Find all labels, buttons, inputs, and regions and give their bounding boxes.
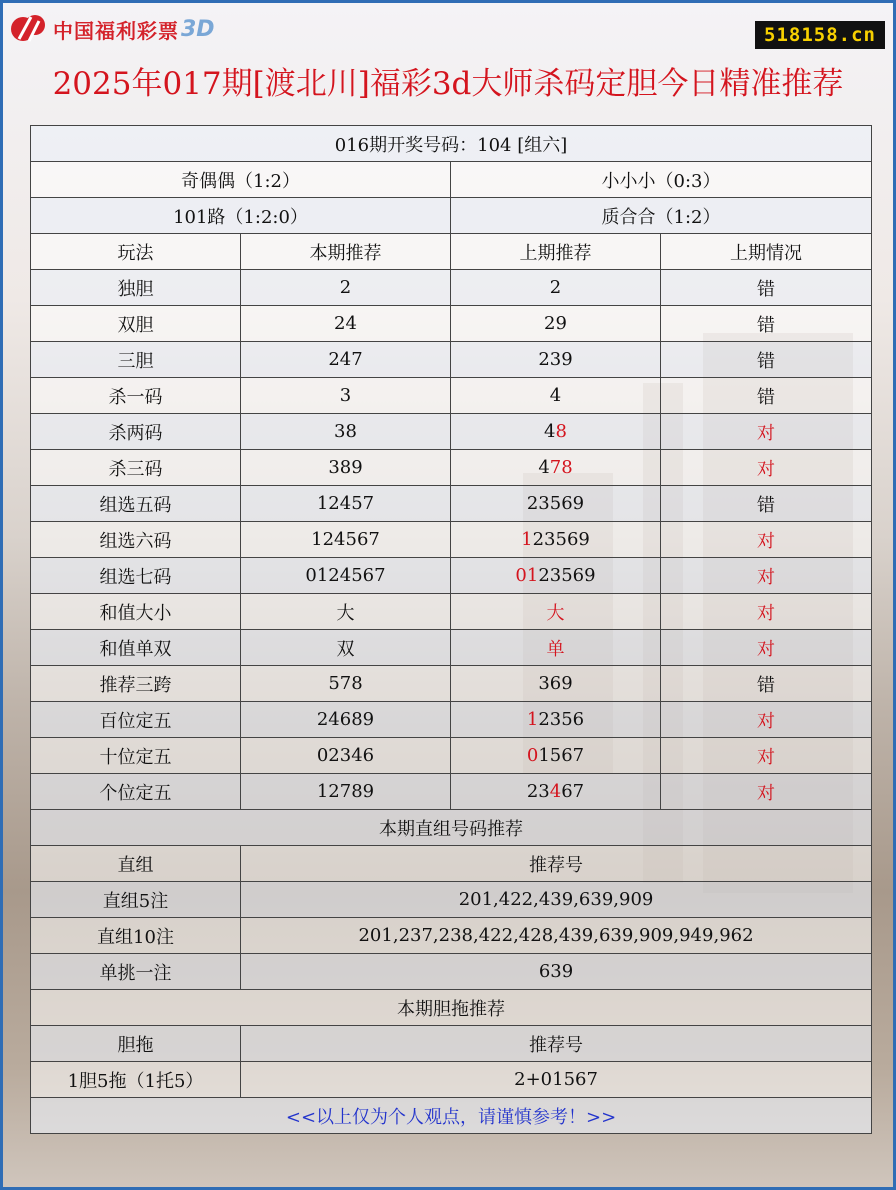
dantuo-row bbox=[31, 1062, 872, 1098]
table-row bbox=[31, 702, 872, 738]
previous-status: 对 bbox=[661, 522, 872, 558]
header bbox=[3, 3, 893, 121]
previous-status: 对 bbox=[661, 594, 872, 630]
play-name: 组选六码 bbox=[31, 522, 241, 558]
draw-result: 016期开奖号码：104 [组六] bbox=[31, 126, 872, 162]
direct-row bbox=[31, 954, 872, 990]
footer-row bbox=[31, 1098, 872, 1134]
table-row bbox=[31, 342, 872, 378]
current-pick: 389 bbox=[241, 450, 451, 486]
draw-row bbox=[31, 126, 872, 162]
previous-pick-plain: 4 bbox=[544, 421, 556, 442]
previous-pick-hit: 大 bbox=[546, 602, 565, 624]
direct-row bbox=[31, 918, 872, 954]
previous-status: 对 bbox=[661, 450, 872, 486]
previous-status: 错 bbox=[661, 666, 872, 702]
direct-row-value: 639 bbox=[241, 954, 872, 990]
previous-pick bbox=[451, 774, 661, 810]
current-pick: 双 bbox=[241, 630, 451, 666]
previous-status: 错 bbox=[661, 270, 872, 306]
page-title: 2025年017期[渡北川]福彩3d大师杀码定胆今日精准推荐 bbox=[52, 66, 844, 102]
direct-row-name: 直组10注 bbox=[31, 918, 241, 954]
current-pick: 24 bbox=[241, 306, 451, 342]
table-row bbox=[31, 594, 872, 630]
table-header-row bbox=[31, 234, 872, 270]
previous-pick bbox=[451, 414, 661, 450]
previous-pick-rest: 23569 bbox=[538, 565, 596, 586]
play-name: 和值单双 bbox=[31, 630, 241, 666]
direct-section-row bbox=[31, 810, 872, 846]
dantuo-header-right: 推荐号 bbox=[241, 1026, 872, 1062]
table-row bbox=[31, 270, 872, 306]
recommend-table bbox=[30, 125, 872, 1134]
previous-pick-plain: 2 bbox=[549, 277, 562, 298]
table-row bbox=[31, 738, 872, 774]
road-ratio: 101路（1:2:0） bbox=[31, 198, 451, 234]
previous-pick-hit: 1 bbox=[526, 709, 539, 730]
header-previous: 上期推荐 bbox=[451, 234, 661, 270]
play-name: 独胆 bbox=[31, 270, 241, 306]
current-pick: 3 bbox=[241, 378, 451, 414]
previous-pick-plain: 369 bbox=[538, 673, 573, 694]
summary-row-1 bbox=[31, 162, 872, 198]
site-badge[interactable]: 518158.cn bbox=[755, 21, 885, 49]
previous-pick-hit: 4 bbox=[549, 781, 562, 802]
dantuo-section-title: 本期胆拖推荐 bbox=[31, 990, 872, 1026]
table-row bbox=[31, 666, 872, 702]
size-ratio: 小小小（0:3） bbox=[451, 162, 872, 198]
play-name: 推荐三跨 bbox=[31, 666, 241, 702]
play-name: 十位定五 bbox=[31, 738, 241, 774]
table-row bbox=[31, 522, 872, 558]
direct-row-value: 201,237,238,422,428,439,639,909,949,962 bbox=[241, 918, 872, 954]
previous-status: 错 bbox=[661, 342, 872, 378]
previous-pick-hit: 0 bbox=[526, 745, 539, 766]
direct-row bbox=[31, 882, 872, 918]
current-pick: 247 bbox=[241, 342, 451, 378]
previous-pick-rest: 23569 bbox=[532, 529, 590, 550]
direct-header-row bbox=[31, 846, 872, 882]
dantuo-row-value: 2+01567 bbox=[241, 1062, 872, 1098]
table-row bbox=[31, 378, 872, 414]
previous-status: 对 bbox=[661, 774, 872, 810]
header-current: 本期推荐 bbox=[241, 234, 451, 270]
direct-header-left: 直组 bbox=[31, 846, 241, 882]
table-row bbox=[31, 630, 872, 666]
play-name: 杀两码 bbox=[31, 414, 241, 450]
previous-pick bbox=[451, 630, 661, 666]
previous-pick-hit: 单 bbox=[546, 638, 565, 660]
previous-pick-plain: 239 bbox=[538, 349, 573, 370]
logo bbox=[9, 11, 215, 47]
current-pick: 124567 bbox=[241, 522, 451, 558]
previous-pick-rest: 67 bbox=[561, 781, 585, 802]
play-name: 双胆 bbox=[31, 306, 241, 342]
current-pick: 12457 bbox=[241, 486, 451, 522]
previous-status: 对 bbox=[661, 630, 872, 666]
previous-pick-hit: 01 bbox=[515, 565, 539, 586]
previous-pick-plain: 23569 bbox=[526, 493, 585, 514]
odd-even: 奇偶偶（1:2） bbox=[31, 162, 451, 198]
previous-pick-plain: 4 bbox=[549, 385, 562, 406]
current-pick: 578 bbox=[241, 666, 451, 702]
current-pick: 大 bbox=[241, 594, 451, 630]
previous-pick bbox=[451, 558, 661, 594]
current-pick: 2 bbox=[241, 270, 451, 306]
direct-header-right: 推荐号 bbox=[241, 846, 872, 882]
summary-row-2 bbox=[31, 198, 872, 234]
direct-row-value: 201,422,439,639,909 bbox=[241, 882, 872, 918]
previous-pick bbox=[451, 666, 661, 702]
previous-pick-hit: 1 bbox=[521, 529, 533, 550]
previous-status: 错 bbox=[661, 378, 872, 414]
current-pick: 02346 bbox=[241, 738, 451, 774]
logo-3d: 3D bbox=[181, 16, 215, 42]
previous-pick bbox=[451, 738, 661, 774]
previous-pick-hit: 8 bbox=[555, 421, 567, 442]
header-play: 玩法 bbox=[31, 234, 241, 270]
previous-pick bbox=[451, 594, 661, 630]
previous-pick-plain: 29 bbox=[544, 313, 567, 334]
prime-ratio: 质合合（1:2） bbox=[451, 198, 872, 234]
previous-pick-rest: 2356 bbox=[538, 709, 585, 730]
direct-row-name: 单挑一注 bbox=[31, 954, 241, 990]
logo-text: 中国福利彩票 bbox=[53, 18, 179, 43]
previous-pick bbox=[451, 486, 661, 522]
direct-section-title: 本期直组号码推荐 bbox=[31, 810, 872, 846]
play-name: 组选五码 bbox=[31, 486, 241, 522]
table-row bbox=[31, 558, 872, 594]
table-row bbox=[31, 486, 872, 522]
dantuo-row-name: 1胆5拖（1托5） bbox=[31, 1062, 241, 1098]
previous-pick-plain: 4 bbox=[538, 457, 550, 478]
table-row bbox=[31, 450, 872, 486]
current-pick: 0124567 bbox=[241, 558, 451, 594]
previous-pick bbox=[451, 522, 661, 558]
play-name: 个位定五 bbox=[31, 774, 241, 810]
previous-pick-rest: 1567 bbox=[538, 745, 585, 766]
direct-row-name: 直组5注 bbox=[31, 882, 241, 918]
dantuo-section-row bbox=[31, 990, 872, 1026]
table-row bbox=[31, 774, 872, 810]
previous-status: 错 bbox=[661, 306, 872, 342]
play-name: 百位定五 bbox=[31, 702, 241, 738]
previous-status: 对 bbox=[661, 414, 872, 450]
current-pick: 24689 bbox=[241, 702, 451, 738]
previous-pick bbox=[451, 270, 661, 306]
play-name: 和值大小 bbox=[31, 594, 241, 630]
dantuo-header-left: 胆拖 bbox=[31, 1026, 241, 1062]
previous-status: 错 bbox=[661, 486, 872, 522]
table-row bbox=[31, 414, 872, 450]
table-row bbox=[31, 306, 872, 342]
play-name: 杀三码 bbox=[31, 450, 241, 486]
lottery-logo-icon bbox=[9, 11, 49, 47]
previous-pick bbox=[451, 306, 661, 342]
previous-pick bbox=[451, 342, 661, 378]
play-name: 组选七码 bbox=[31, 558, 241, 594]
header-status: 上期情况 bbox=[661, 234, 872, 270]
disclaimer-note: <<以上仅为个人观点，请谨慎参考！>> bbox=[31, 1098, 872, 1134]
dantuo-header-row bbox=[31, 1026, 872, 1062]
previous-status: 对 bbox=[661, 738, 872, 774]
previous-pick bbox=[451, 702, 661, 738]
previous-pick-plain: 23 bbox=[526, 781, 550, 802]
previous-pick bbox=[451, 378, 661, 414]
previous-pick-hit: 78 bbox=[549, 457, 573, 478]
play-name: 杀一码 bbox=[31, 378, 241, 414]
play-name: 三胆 bbox=[31, 342, 241, 378]
previous-pick bbox=[451, 450, 661, 486]
previous-status: 对 bbox=[661, 558, 872, 594]
previous-status: 对 bbox=[661, 702, 872, 738]
current-pick: 38 bbox=[241, 414, 451, 450]
current-pick: 12789 bbox=[241, 774, 451, 810]
